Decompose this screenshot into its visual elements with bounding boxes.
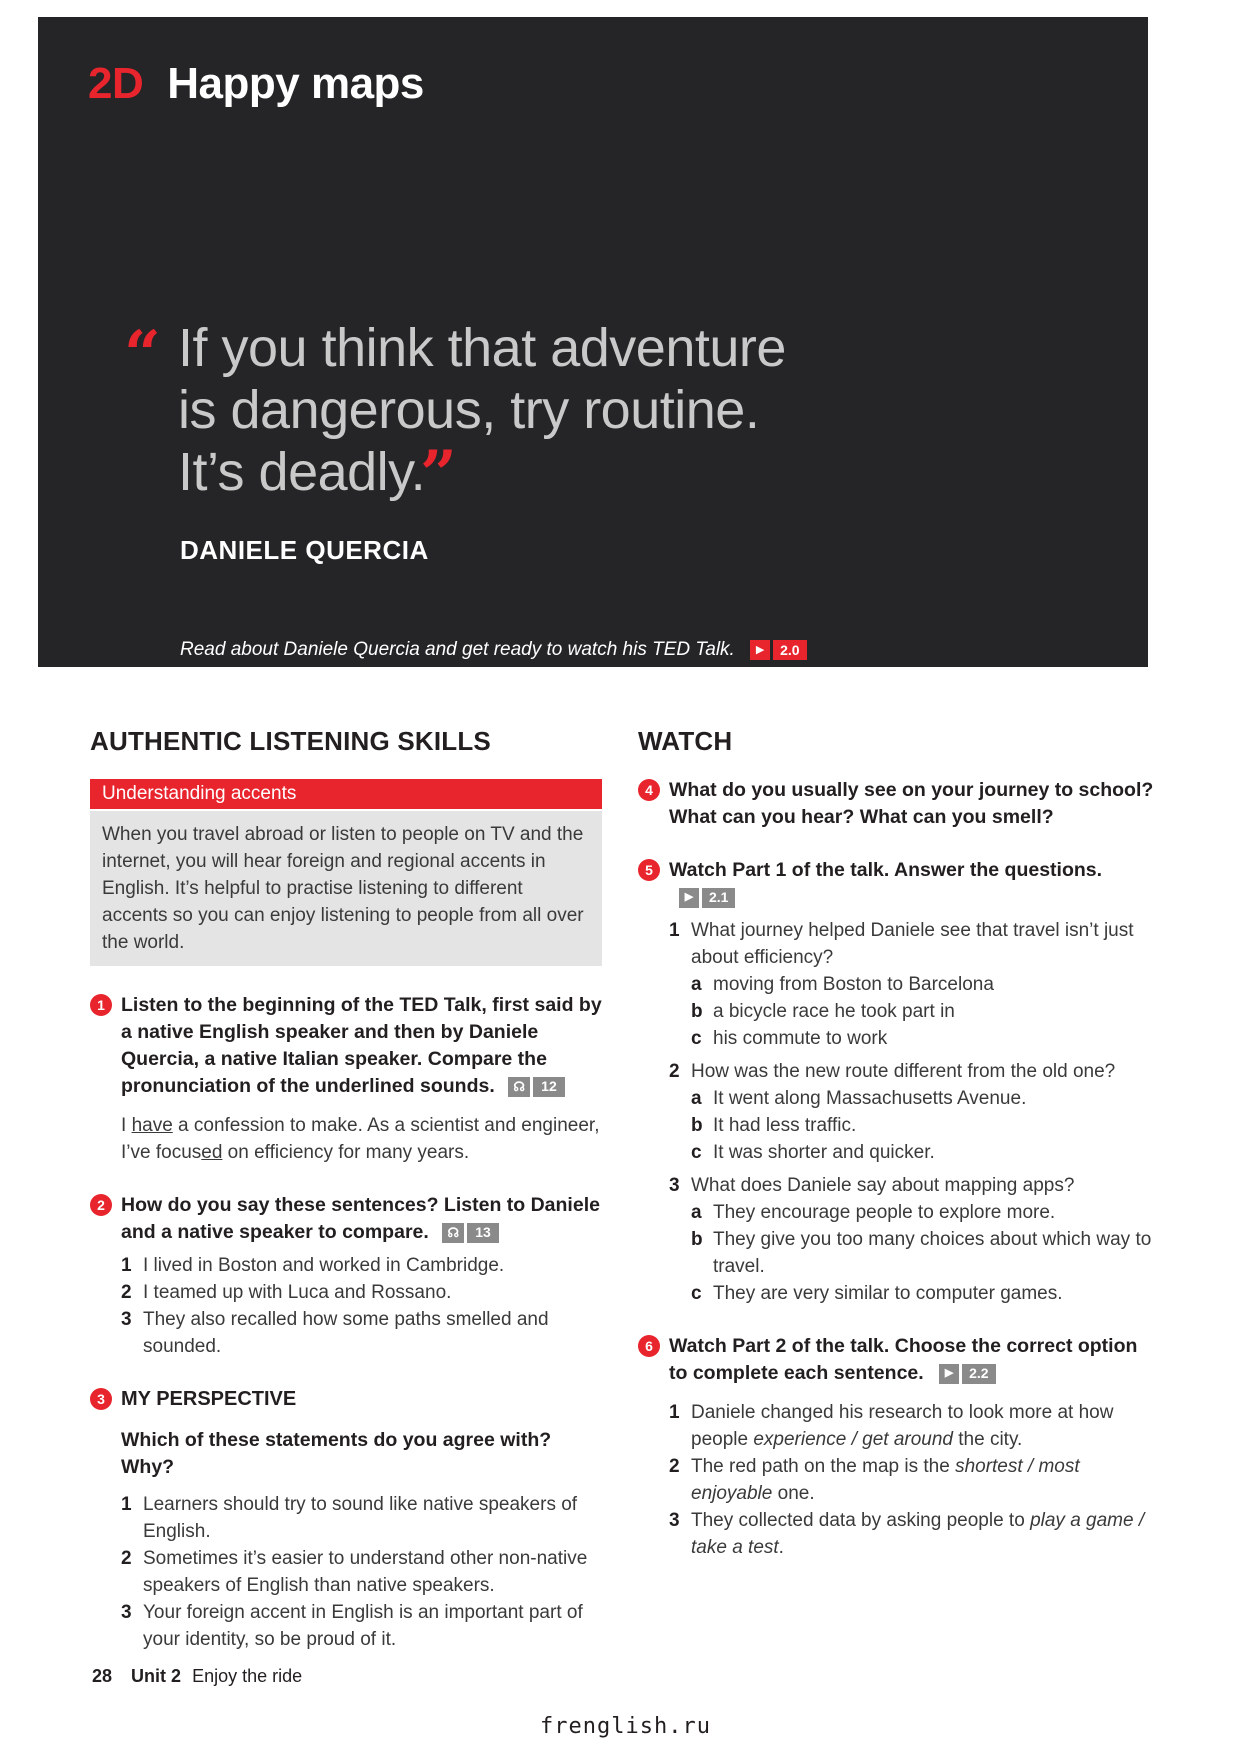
quote-line: is dangerous, try routine. [178,380,760,440]
list-item [669,1453,1158,1507]
exercise-instruction [669,857,1158,911]
item-text: Daniele changed his research to look more at how people [691,1402,1114,1450]
option-letter: a [691,1202,702,1223]
option-text: It had less traffic. [713,1115,857,1136]
exercise-5 [638,857,1158,1307]
play-icon: ▶ [939,1364,959,1384]
option-list [691,1199,1158,1307]
item-number: 2 [669,1061,680,1082]
item-number: 2 [121,1548,132,1569]
question-item [669,1058,1158,1166]
video-badge[interactable] [750,640,806,660]
option[interactable] [691,1085,1158,1112]
item-number: 2 [121,1282,132,1303]
question-text: What journey helped Daniele see that travel isn’t just about efficiency? [691,920,1134,968]
item-number: 3 [121,1309,132,1330]
option-text: moving from Boston to Barcelona [713,974,994,995]
item-number: 1 [669,920,680,941]
option-text: It was shorter and quicker. [713,1142,935,1163]
option-letter: b [691,1229,703,1250]
option-letter: a [691,974,702,995]
intro-text [180,639,807,661]
answer-choice[interactable]: shortest / most enjoyable [691,1456,1080,1504]
item-text: They collected data by asking people to [691,1510,1031,1531]
audio-number: 12 [533,1077,565,1097]
section-heading: AUTHENTIC LISTENING SKILLS [90,726,491,756]
item-number: 1 [121,1494,132,1515]
item-text: Your foreign accent in English is an important part of your identity, so be proud of it. [143,1602,583,1650]
quote-author: DANIELE QUERCIA [180,535,429,565]
statement-list [121,1491,602,1653]
list-item [121,1252,602,1279]
sentence-list [121,1252,602,1360]
exercise-question: Which of these statements do you agree with? Why? [121,1429,552,1478]
page-footer [92,1666,302,1687]
item-text: one. [772,1483,815,1504]
item-number: 1 [121,1255,132,1276]
instruction-text: How do you say these sentences? Listen to Daniele and a native speaker to compare. [121,1194,600,1243]
exercise-3 [90,1386,602,1653]
option-text: a bicycle race he took part in [713,1001,955,1022]
option-letter: c [691,1142,702,1163]
exercise-title: MY PERSPECTIVE [121,1388,297,1410]
question-text: How was the new route different from the old one? [691,1061,1116,1082]
quote-line: If you think that adventure [178,318,786,378]
item-number: 3 [669,1175,680,1196]
option-letter: c [691,1283,702,1304]
item-number: 2 [669,1456,680,1477]
quote [178,317,878,503]
exercise-2 [90,1192,602,1360]
exercise-instruction [121,1192,602,1246]
question-text: What does Daniele say about mapping apps? [691,1175,1075,1196]
exercise-number: 3 [90,1388,112,1410]
exercise-instruction [669,1333,1158,1387]
question-item [669,917,1158,1052]
video-number: 2.1 [702,888,735,908]
section-heading: WATCH [638,726,733,756]
text-part: a confession to make. As a scientist and engineer, I’ve focus [121,1115,600,1163]
item-number: 1 [669,1402,680,1423]
option-letter: b [691,1115,703,1136]
list-item [669,1507,1158,1561]
option[interactable] [691,1226,1158,1280]
exercise-4 [638,777,1158,831]
hero-banner [38,17,1148,667]
quote-line: It’s deadly. [178,442,426,502]
option-text: his commute to work [713,1028,888,1049]
option[interactable] [691,1025,1158,1052]
unit-label: Unit 2 [131,1666,182,1686]
item-text: The red path on the map is the [691,1456,956,1477]
option[interactable] [691,971,1158,998]
option-list [691,971,1158,1052]
video-badge[interactable] [679,888,735,908]
headphones-icon: ☊ [508,1077,530,1097]
lesson-title [88,59,424,109]
text-part: I [121,1115,132,1136]
option-text: They are very similar to computer games. [713,1283,1063,1304]
audio-badge[interactable] [442,1223,499,1243]
instruction-text: Watch Part 1 of the talk. Answer the questions. [669,859,1103,881]
question-list [669,917,1158,1307]
option-letter: a [691,1088,702,1109]
item-text: Sometimes it’s easier to understand other non-native speakers of English than native speakers. [143,1548,588,1596]
text-part: on efficiency for many years. [222,1142,470,1163]
item-number: 3 [669,1510,680,1531]
item-text: I teamed up with Luca and Rossano. [143,1282,452,1303]
list-item [121,1279,602,1306]
example-text [121,1112,602,1166]
option[interactable] [691,998,1158,1025]
option-text: They encourage people to explore more. [713,1202,1056,1223]
underlined-sound: ed [201,1142,223,1163]
skill-box-title: Understanding accents [90,779,602,809]
audio-badge[interactable] [508,1077,565,1097]
option[interactable] [691,1112,1158,1139]
watermark: frenglish.ru [540,1714,711,1739]
play-icon: ▶ [750,640,770,660]
exercise-number: 5 [638,859,660,881]
exercise-number: 2 [90,1194,112,1216]
close-quote-icon: ” [420,437,457,512]
item-number: 3 [121,1602,132,1623]
exercise-instruction: What do you usually see on your journey to school? What can you hear? What can you smell? [669,779,1154,828]
item-text: the city. [952,1429,1023,1450]
play-icon: ▶ [679,888,699,908]
list-item [121,1599,602,1653]
item-text: I lived in Boston and worked in Cambridge. [143,1255,505,1276]
item-text: Learners should try to sound like native speakers of English. [143,1494,578,1542]
exercise-number: 1 [90,994,112,1016]
video-number: 2.0 [773,640,806,660]
option-list [691,1085,1158,1166]
intro-sentence: Read about Daniele Quercia and get ready to watch his TED Talk. [180,639,735,660]
exercise-number: 6 [638,1335,660,1357]
headphones-icon: ☊ [442,1223,464,1243]
video-badge[interactable] [939,1364,995,1384]
instruction-text: Listen to the beginning of the TED Talk, first said by a native English speaker and then by Daniele Quercia, a native Italian speaker. Compare the pronunciation of the underlined sounds. [121,994,602,1097]
exercise-1 [90,992,602,1166]
list-item [121,1491,602,1545]
option[interactable] [691,1280,1158,1307]
video-number: 2.2 [962,1364,995,1384]
option-letter: c [691,1028,702,1049]
exercise-instruction [121,992,602,1100]
option[interactable] [691,1199,1158,1226]
question-item [669,1172,1158,1307]
option-text: It went along Massachusetts Avenue. [713,1088,1027,1109]
list-item [121,1306,602,1360]
sentence-list [669,1399,1158,1561]
option-text: They give you too many choices about which way to travel. [713,1229,1152,1277]
list-item [669,1399,1158,1453]
item-text: They also recalled how some paths smelled and sounded. [143,1309,549,1357]
right-column [638,726,1158,1561]
item-text: . [778,1537,784,1558]
option[interactable] [691,1139,1158,1166]
answer-choice[interactable]: play a game / take a test [691,1510,1145,1558]
option-letter: b [691,1001,703,1022]
open-quote-icon: “ [124,317,161,392]
unit-name: Enjoy the ride [192,1666,303,1686]
underlined-sound: have [131,1115,173,1136]
unit-code: 2D [88,59,144,108]
page-number: 28 [92,1666,113,1686]
exercise-number: 4 [638,779,660,801]
exercise-6 [638,1333,1158,1561]
lesson-title-text: Happy maps [167,59,424,108]
skill-box [90,779,602,966]
list-item [121,1545,602,1599]
answer-choice[interactable]: experience / get around [753,1429,953,1450]
left-column [90,726,602,1653]
instruction-text: Watch Part 2 of the talk. Choose the correct option to complete each sentence. [669,1335,1138,1384]
audio-number: 13 [467,1223,499,1243]
skill-box-text: When you travel abroad or listen to people on TV and the internet, you will hear foreign and regional accents in English. It’s helpful to practise listening to different accents so you can enjoy listening to people from all over the world. [90,811,602,966]
